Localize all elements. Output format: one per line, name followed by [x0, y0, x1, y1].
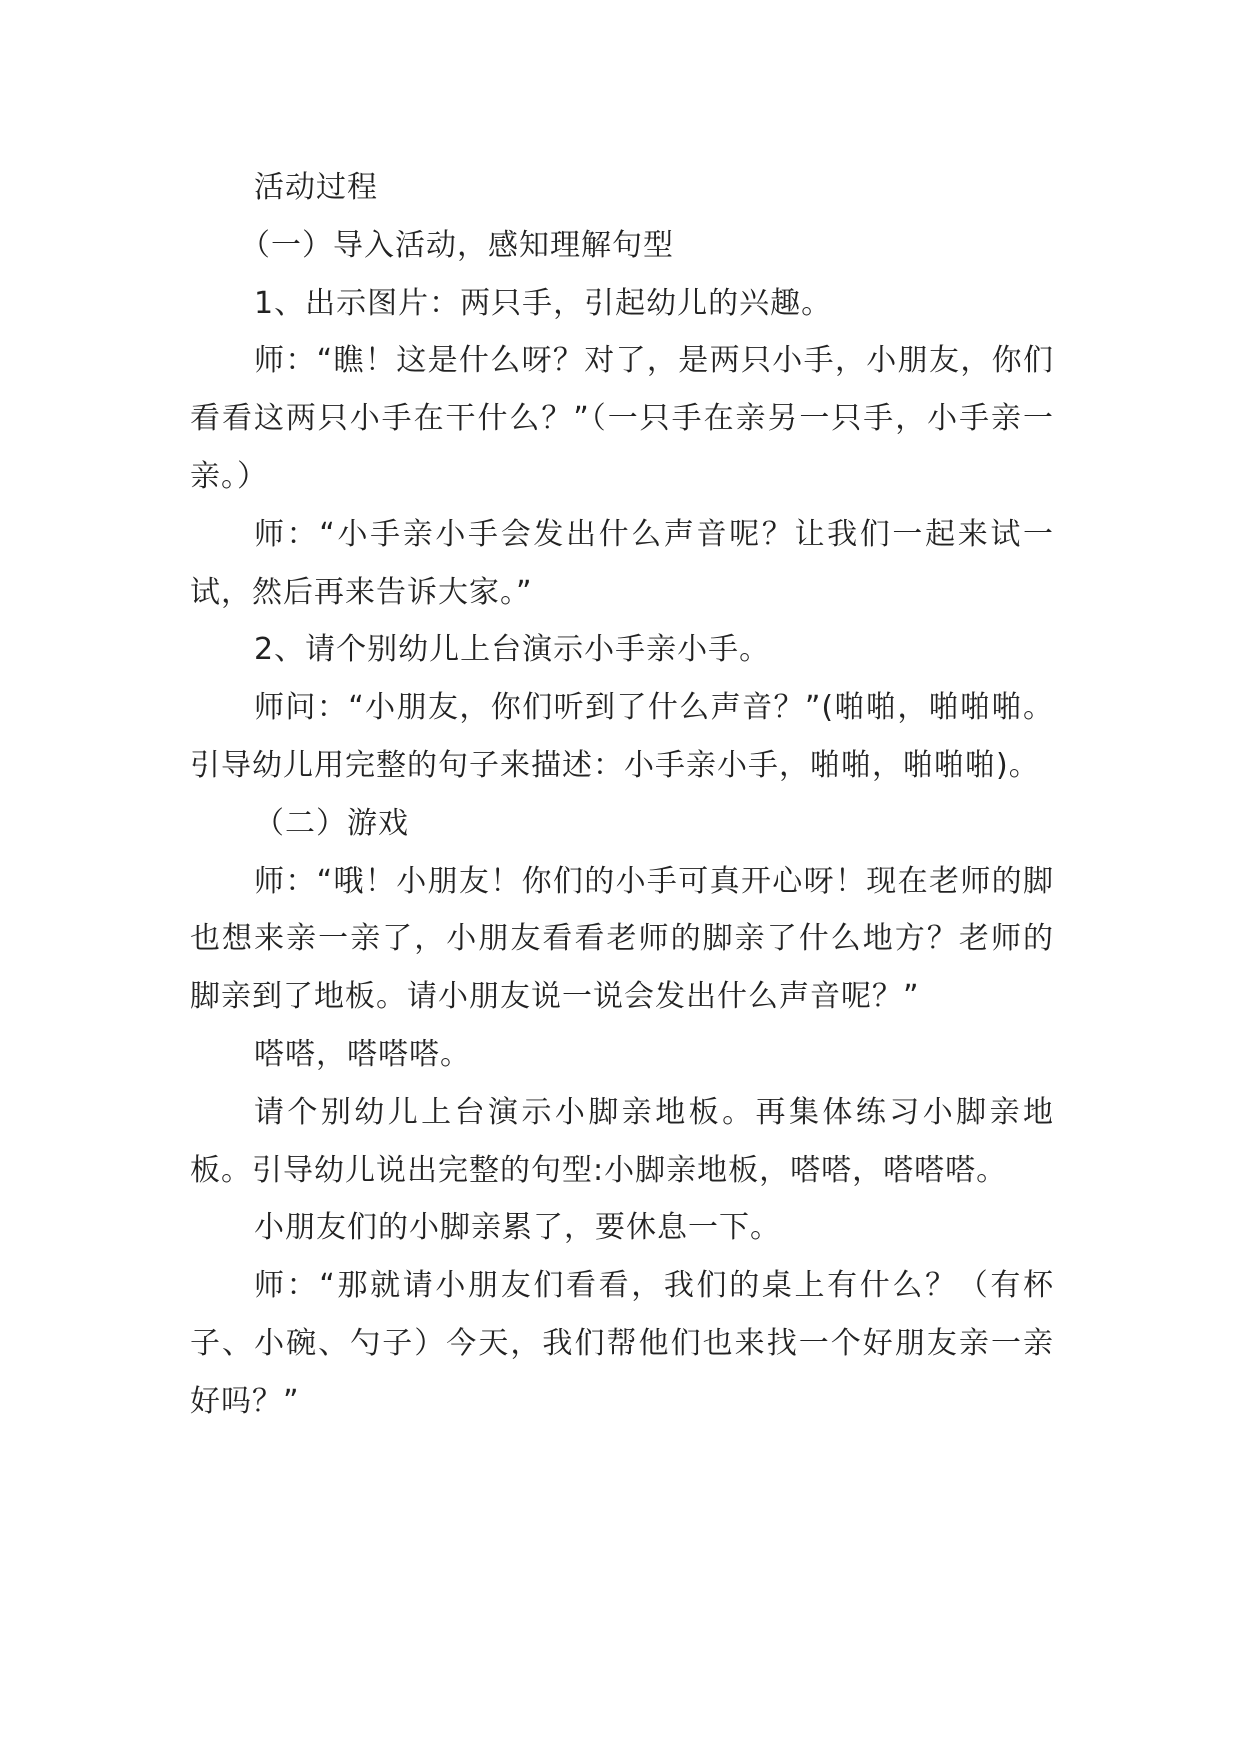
paragraph-teacher-dialogue-2: 师：“小手亲小手会发出什么声音呢？让我们一起来试一试，然后再来告诉大家。” — [190, 516, 1054, 610]
paragraph-step-2: 2、请个别幼儿上台演示小手亲小手。 — [254, 632, 771, 668]
paragraph-rest: 小朋友们的小脚亲累了，要休息一下。 — [254, 1210, 781, 1246]
paragraph-sound-response: 嗒嗒，嗒嗒嗒。 — [254, 1036, 471, 1072]
paragraph-teacher-dialogue-1: 师：“瞧！这是什么呀？对了，是两只小手，小朋友，你们看看这两只小手在干什么？”（一只手在亲另一只手，小手亲一亲。） — [190, 343, 1054, 494]
paragraph-teacher-dialogue-4: 师：“那就请小朋友们看看，我们的桌上有什么？（有杯子、小碗、勺子）今天，我们帮他们也来找一个好朋友亲一亲好吗？” — [190, 1268, 1054, 1419]
subsection-heading-1: （一）导入活动，感知理解句型 — [240, 227, 674, 263]
paragraph-step-1: 1、出示图片：两只手，引起幼儿的兴趣。 — [254, 285, 833, 321]
subsection-heading-2: （二）游戏 — [254, 805, 409, 841]
section-title: 活动过程 — [254, 170, 378, 205]
document-body — [190, 159, 1054, 1431]
paragraph-teacher-question: 师问：“小朋友，你们听到了什么声音？”(啪啪，啪啪啪。引导幼儿用完整的句子来描述：小手亲小手，啪啪，啪啪啪)。 — [190, 690, 1054, 783]
paragraph-demonstration: 请个别幼儿上台演示小脚亲地板。再集体练习小脚亲地板。引导幼儿说出完整的句型:小脚亲地板，嗒嗒，嗒嗒嗒。 — [190, 1094, 1054, 1188]
paragraph-teacher-dialogue-3: 师：“哦！小朋友！你们的小手可真开心呀！现在老师的脚也想来亲一亲了，小朋友看看老师的脚亲了什么地方？老师的脚亲到了地板。请小朋友说一说会发出什么声音呢？” — [190, 863, 1054, 1015]
